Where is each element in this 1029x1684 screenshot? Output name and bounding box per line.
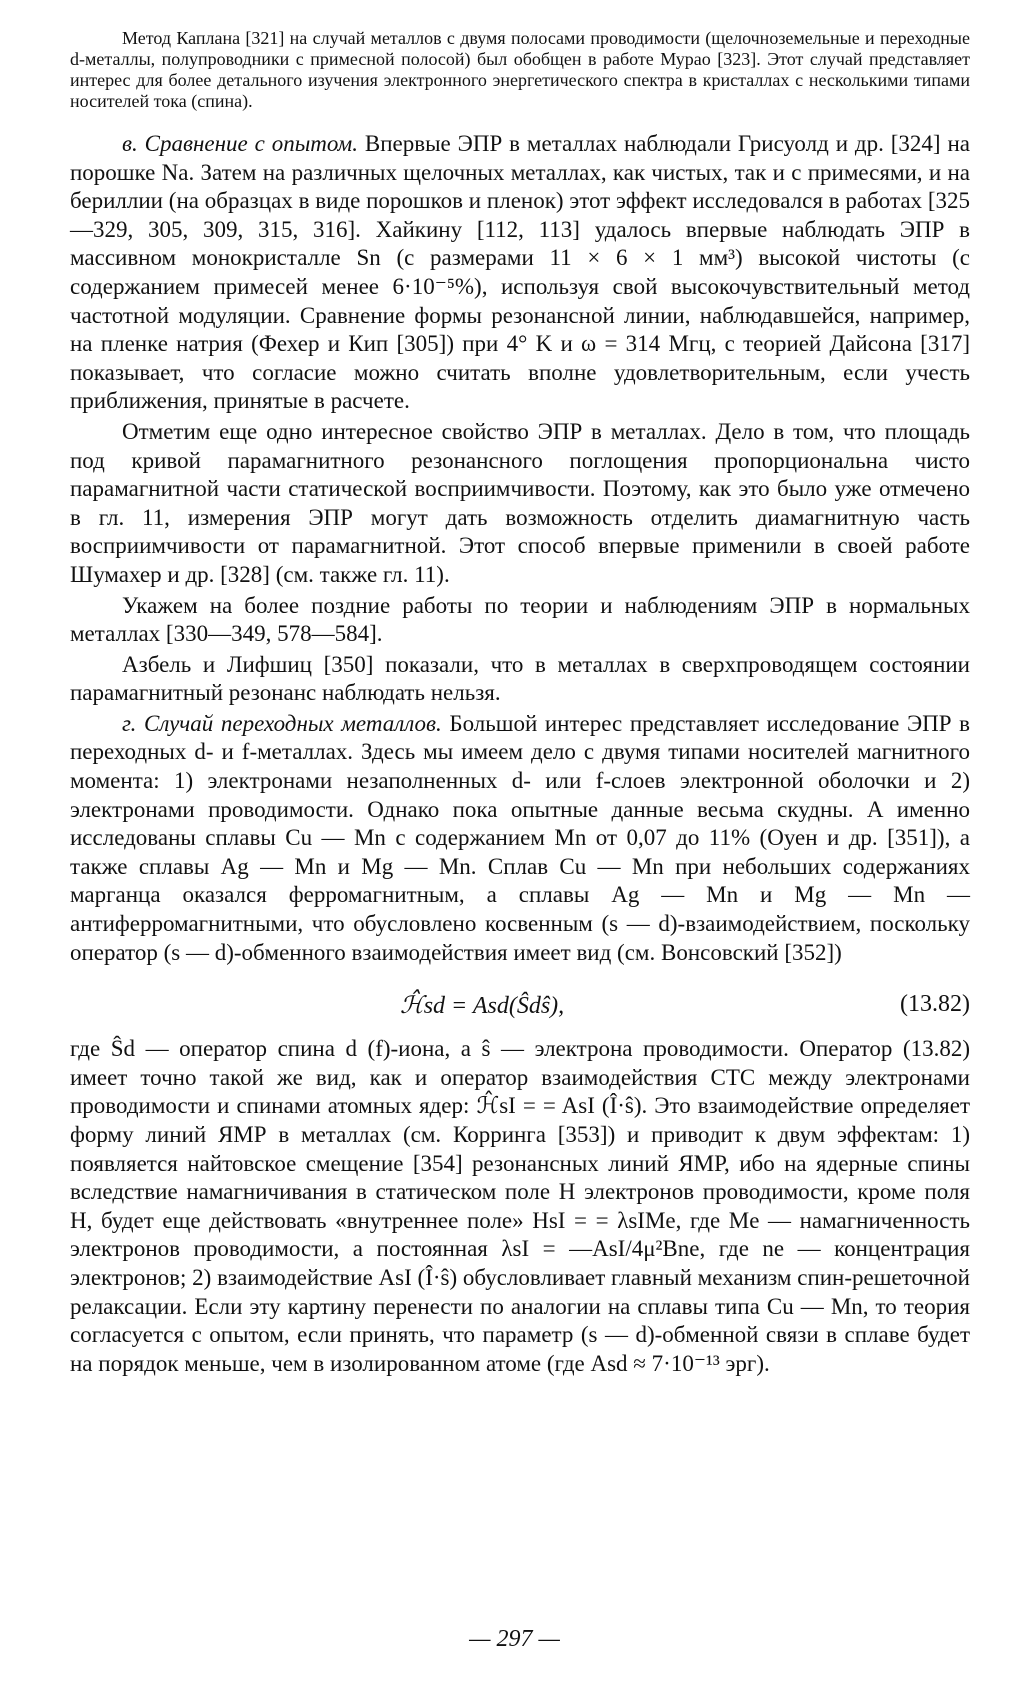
page-number: — 297 —	[469, 1626, 560, 1652]
paragraph-operator-explanation: где Ŝd — оператор спина d (f)-иона, а ŝ — электрона проводимости. Оператор (13.82) имеет точно такой же вид, как и оператор взаимодействия СТС между электронами проводимости и спинами атомных ядер: ℋ̂sI = = AsI (Î·ŝ). Это взаимодействие определяет форму линий ЯМР в металлах (см. Корринга [353]) и приводит к двум эффектам: 1) появляется найтовское смещение [354] резонансных линий ЯМР, ибо на ядерные спины вследствие намагничивания в статическом поле H электронов проводимости, кроме поля H, будет еще действовать «внутреннее поле» HsI = = λsIMe, где Me — намагниченность электронов проводимости, а постоянная λsI = —AsI/4μ²Bne, где ne — концентрация электронов; 2) взаимодействие AsI (Î·ŝ) обусловливает главный механизм спин-решеточной релаксации. Если эту картину перенести по аналогии на сплавы типа Cu — Mn, то теория согласуется с опытом, если принять, что параметр (s — d)-обменной связи в сплаве будет на порядок меньше, чем в изолированном атоме (где Asd ≈ 7·10⁻¹³ эрг).	[70, 1036, 970, 1376]
section-v-text: Впервые ЭПР в металлах наблюдали Грисуолд и др. [324] на порошке Na. Затем на различных щелочных металлах, как чистых, так и с примесями, и на бериллии (на образцах в виде порошков и пленок) этот эффект исследовался в работах [325—329, 305, 309, 315, 316]. Хайкину [112, 113] удалось впервые наблюдать ЭПР в массивном монокристалле Sn (с размерами 11 × 6 × 1 мм³) высокой чистоты (с содержанием примесей менее 6·10⁻⁵%), используя свой высокочувствительный метод частотной модуляции. Сравнение формы резонансной линии, наблюдавшейся, например, на пленке натрия (Фехер и Кип [305]) при 4° K и ω = 314 Мгц, с теорией Дайсона [317] показывает, что согласие можно считать вполне удовлетворительным, если учесть приближения, принятые в расчете.	[70, 131, 971, 414]
paragraph-later-works: Укажем на более поздние работы по теории и наблюдениям ЭПР в нормальных металлах [330—349, 578—584].	[70, 592, 970, 647]
equation-number: (13.82)	[900, 991, 970, 1018]
footnote: Метод Каплана [321] на случай металлов с двумя полосами проводимости (щелочноземельные и переходные d-металлы, полупроводники с примесной полосой) был обобщен в работе Мурао [323]. Этот случай представляет интерес для более детального изучения электронного энергетического спектра в кристаллах с несколькими типами носителей тока (спина).	[70, 28, 970, 111]
equation-13-82	[70, 973, 970, 1031]
section-g-heading: г. Случай переходных металлов.	[122, 710, 442, 736]
paragraph-epr-property: Отметим еще одно интересное свойство ЭПР в металлах. Дело в том, что площадь под кривой парамагнитного резонансного поглощения пропорциональна чисто парамагнитной части статической восприимчивости. Поэтому, как это было уже отмечено в гл. 11, измерения ЭПР могут дать возможность отделить диамагнитную часть восприимчивости от парамагнитной. Этот способ впервые применили в своей работе Шумахер и др. [328] (см. также гл. 11).	[70, 418, 970, 587]
section-g-paragraph	[70, 710, 970, 967]
section-g-text: Большой интерес представляет исследование ЭПР в переходных d- и f-металлах. Здесь мы имеем дело с двумя типами носителей магнитного момента: 1) электронами незаполненных d- или f-слоев электронной оболочки и 2) электронами проводимости. Однако пока опытные данные весьма скудны. А именно исследованы сплавы Cu — Mn с содержанием Mn от 0,07 до 11% (Оуен и др. [351]), а также сплавы Ag — Mn и Mg — Mn. Сплав Cu — Mn при небольших содержаниях марганца оказался ферромагнитным, а сплавы Ag — Mn и Mg — Mn — антиферромагнитными, что обусловлено косвенным (s — d)-взаимодействием, поскольку оператор (s — d)-обменного взаимодействия имеет вид (см. Вонсовский [352])	[70, 710, 971, 965]
page-body	[70, 28, 970, 1380]
section-v-heading: в. Сравнение с опытом.	[122, 131, 358, 156]
section-v-paragraph	[70, 130, 970, 416]
paragraph-superconducting: Азбель и Лифшиц [350] показали, что в металлах в сверхпроводящем состоянии парамагнитный резонанс наблюдать нельзя.	[70, 651, 970, 706]
equation-expression: ℋ̂sd = Asd(Ŝdŝ),	[400, 993, 565, 1020]
